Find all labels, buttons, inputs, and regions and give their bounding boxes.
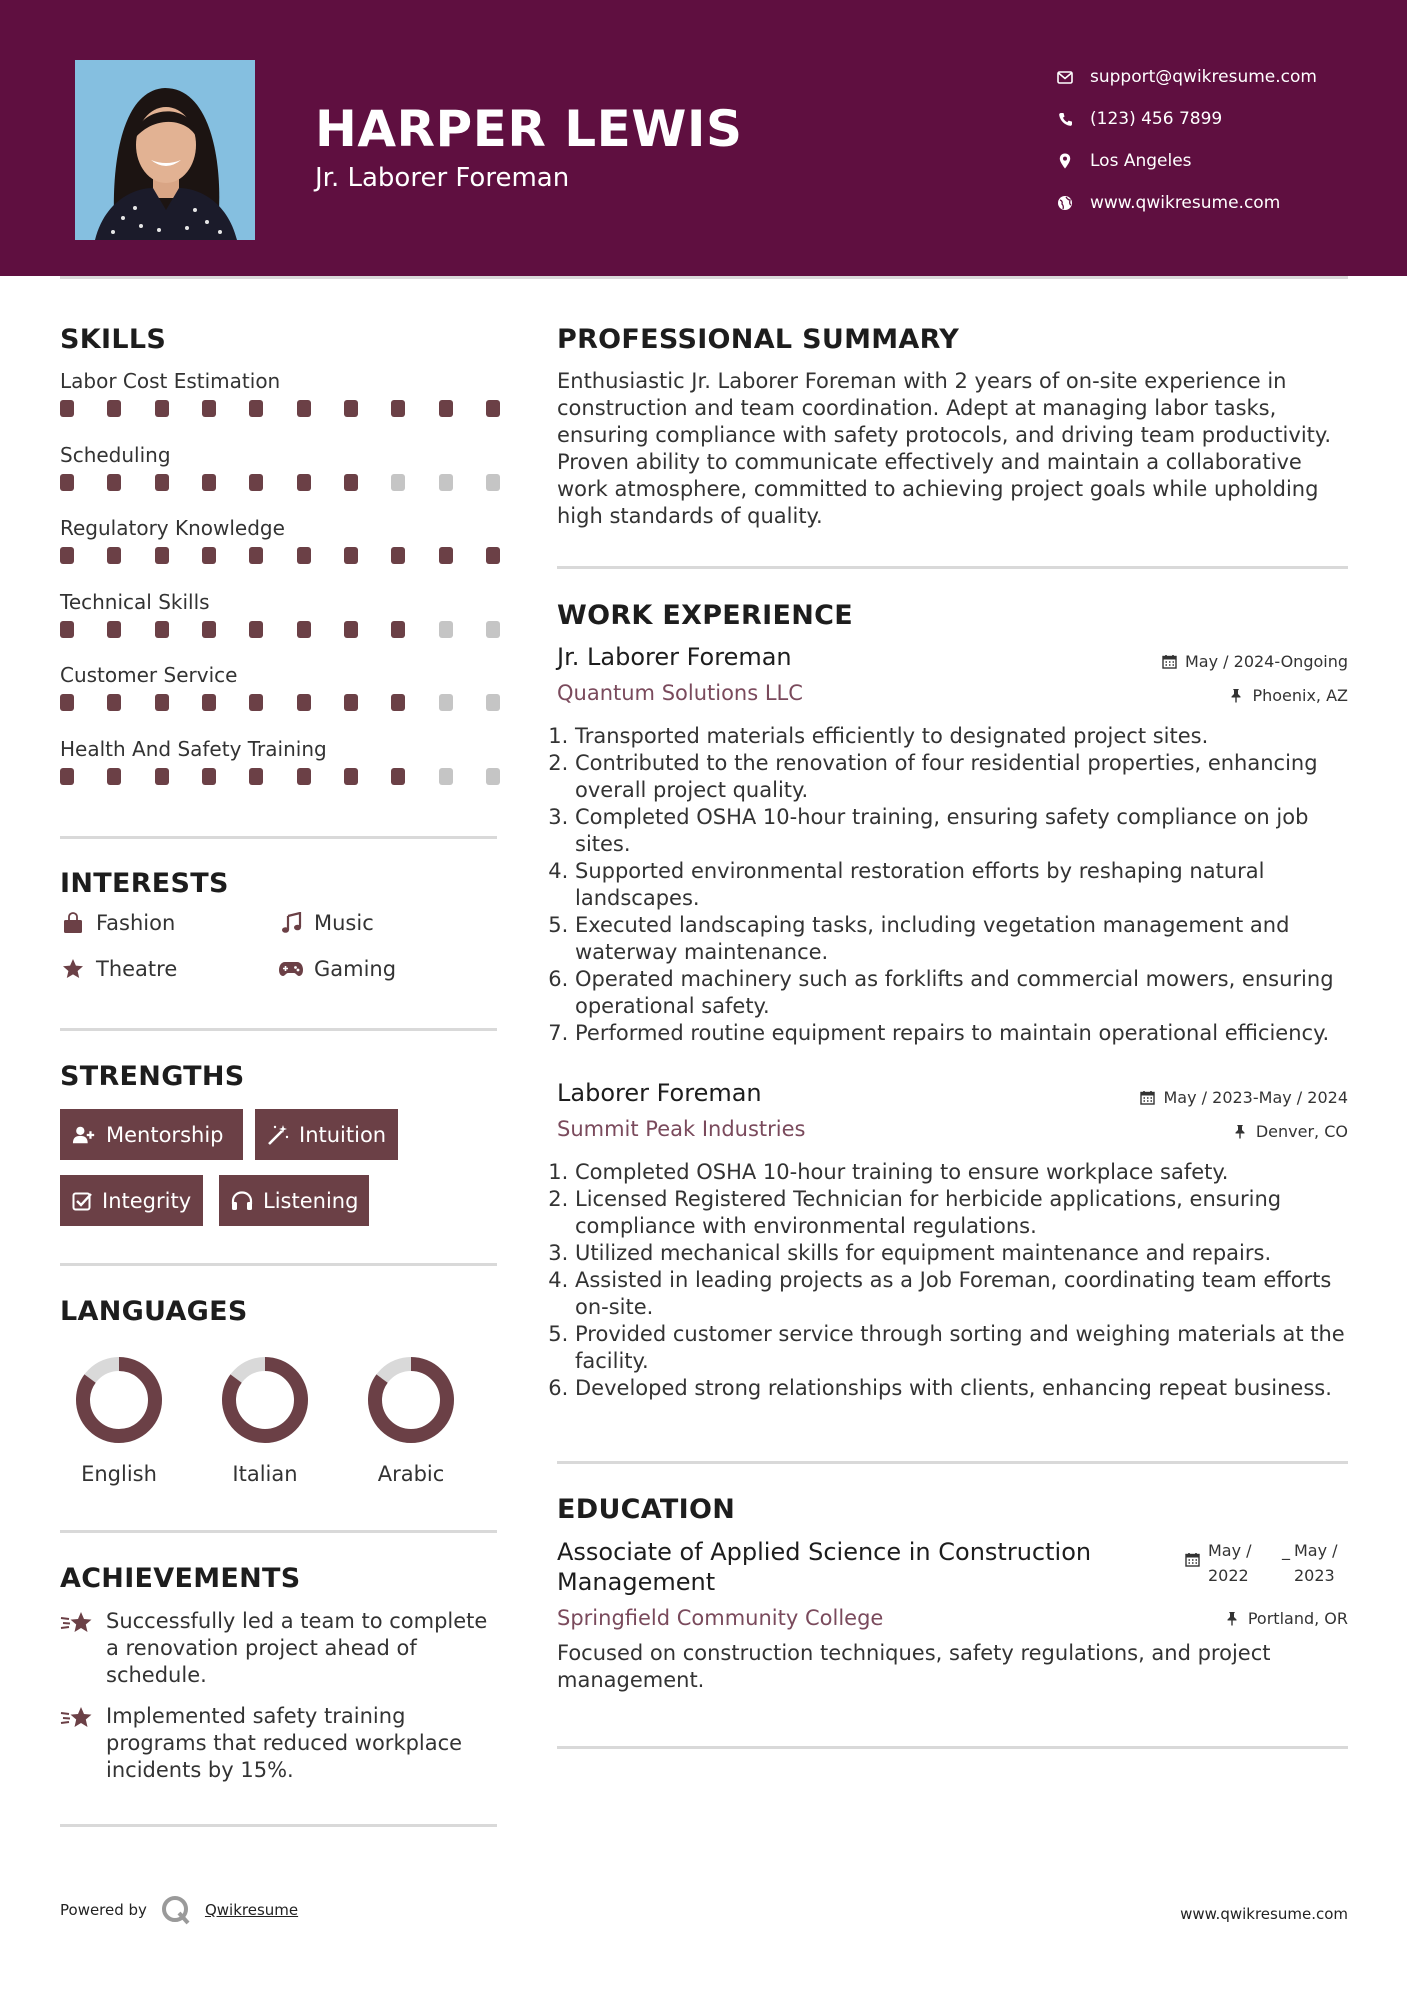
rating-dot-filled	[155, 400, 169, 417]
skill-rating	[60, 694, 500, 711]
skills-list	[60, 366, 500, 807]
experience-heading: WORK EXPERIENCE	[557, 600, 853, 631]
job-bullet: 7. Performed routine equipment repairs to maintain operational efficiency.	[575, 1020, 1365, 1047]
candidate-name: HARPER LEWIS	[315, 100, 743, 158]
skill-name: Customer Service	[60, 663, 238, 687]
job-date-text: May / 2023-May / 2024	[1163, 1088, 1348, 1107]
degree-title: Associate of Applied Science in Construction Management	[557, 1538, 1092, 1596]
job-bullet: 4. Assisted in leading projects as a Job Foreman, coordinating team efforts on-site.	[575, 1267, 1365, 1321]
section-divider	[60, 1530, 497, 1533]
rating-dot-empty	[486, 474, 500, 491]
education-location	[1224, 1609, 1348, 1628]
interest-music	[278, 911, 374, 935]
skill-item	[60, 366, 500, 440]
rating-dot-filled	[344, 694, 358, 711]
skill-name: Labor Cost Estimation	[60, 369, 281, 393]
job-bullet: 1. Completed OSHA 10-hour training to ensure workplace safety.	[575, 1159, 1365, 1186]
rating-dot-filled	[344, 474, 358, 491]
language-ring-chart	[221, 1356, 309, 1444]
language-ring-chart	[75, 1356, 163, 1444]
rating-dot-filled	[60, 768, 74, 785]
rating-dot-empty	[439, 621, 453, 638]
job-location-text: Phoenix, AZ	[1252, 686, 1348, 705]
shopping-bag-icon	[60, 911, 86, 935]
job-bullet: 2. Licensed Registered Technician for herbicide applications, ensuring compliance with environmental regulations.	[575, 1186, 1365, 1240]
rating-dot-filled	[297, 547, 311, 564]
education-date	[1184, 1538, 1348, 1588]
rating-dot-filled	[155, 694, 169, 711]
contact-phone[interactable]	[1055, 98, 1317, 140]
strength-integrity	[60, 1175, 203, 1226]
skill-item	[60, 587, 500, 661]
section-divider	[60, 1824, 497, 1827]
rating-dot-filled	[202, 547, 216, 564]
rating-dot-filled	[202, 694, 216, 711]
rating-dot-filled	[344, 547, 358, 564]
strength-label: Integrity	[102, 1188, 192, 1213]
section-divider	[557, 1746, 1348, 1749]
skill-item	[60, 513, 500, 587]
rating-dot-filled	[155, 768, 169, 785]
calendar-icon	[1161, 654, 1177, 670]
pushpin-icon	[1224, 1611, 1240, 1627]
magic-wand-icon	[267, 1123, 289, 1147]
rating-dot-filled	[202, 621, 216, 638]
job-bullet: 5. Provided customer service through sorting and weighing materials at the facility.	[575, 1321, 1365, 1375]
rating-dot-filled	[107, 694, 121, 711]
job-location-text: Denver, CO	[1255, 1122, 1348, 1141]
rating-dot-filled	[297, 621, 311, 638]
rating-dot-filled	[297, 400, 311, 417]
job-bullets	[557, 723, 1365, 1047]
rating-dot-filled	[391, 694, 405, 711]
contact-location	[1055, 140, 1317, 182]
strength-intuition	[255, 1109, 398, 1160]
education-location-text: Portland, OR	[1247, 1609, 1348, 1628]
headphones-icon	[231, 1189, 253, 1213]
rating-dot-filled	[344, 621, 358, 638]
achievement-text: Implemented safety training programs that reduced workplace incidents by 15%.	[106, 1704, 463, 1782]
calendar-icon	[1140, 1090, 1156, 1106]
rating-dot-filled	[249, 400, 263, 417]
candidate-title: Jr. Laborer Foreman	[315, 163, 570, 193]
company-name: Summit Peak Industries	[557, 1117, 806, 1141]
achievement-text: Successfully led a team to complete a renovation project ahead of schedule.	[106, 1609, 488, 1687]
job-bullet: 2. Contributed to the renovation of four residential properties, enhancing overall project quality.	[575, 750, 1365, 804]
rating-dot-filled	[155, 474, 169, 491]
user-plus-icon	[72, 1123, 96, 1147]
job-date-text: May / 2024-Ongoing	[1185, 652, 1348, 671]
contact-phone-text: (123) 456 7899	[1090, 109, 1223, 129]
section-divider	[557, 1461, 1348, 1464]
skill-name: Health And Safety Training	[60, 736, 327, 761]
profile-photo	[75, 60, 255, 240]
skill-rating	[60, 400, 500, 417]
star-icon	[60, 957, 86, 981]
job-bullet: 6. Developed strong relationships with clients, enhancing repeat business.	[575, 1375, 1365, 1402]
skill-rating	[60, 768, 500, 785]
rating-dot-filled	[60, 400, 74, 417]
calendar-icon	[1184, 1551, 1200, 1567]
job-bullet: 1. Transported materials efficiently to designated project sites.	[575, 723, 1365, 750]
date-separator: _	[1282, 1541, 1290, 1560]
language-ring-chart	[367, 1356, 455, 1444]
rating-dot-filled	[391, 621, 405, 638]
job-location	[1228, 686, 1348, 705]
job-bullet: 4. Supported environmental restoration efforts by reshaping natural landscapes.	[575, 858, 1365, 912]
rating-dot-filled	[249, 768, 263, 785]
footer-website[interactable]: www.qwikresume.com	[1180, 1905, 1348, 1923]
rating-dot-filled	[60, 621, 74, 638]
location-pin-icon	[1055, 151, 1075, 171]
strength-label: Listening	[263, 1188, 359, 1213]
rating-dot-empty	[486, 768, 500, 785]
interest-fashion	[60, 911, 175, 935]
rating-dot-filled	[107, 400, 121, 417]
rating-dot-filled	[107, 474, 121, 491]
section-divider	[60, 1263, 497, 1266]
rating-dot-filled	[202, 768, 216, 785]
rating-dot-filled	[486, 547, 500, 564]
contact-location-text: Los Angeles	[1090, 151, 1192, 171]
envelope-icon	[1055, 67, 1075, 87]
skill-rating	[60, 474, 500, 491]
contact-list	[1055, 56, 1317, 224]
rating-dot-filled	[297, 768, 311, 785]
job-bullets	[557, 1159, 1365, 1402]
languages-heading: LANGUAGES	[60, 1296, 248, 1327]
contact-email[interactable]	[1055, 56, 1317, 98]
achievement-item	[60, 1608, 500, 1689]
gamepad-icon	[278, 957, 304, 981]
rating-dot-filled	[486, 400, 500, 417]
section-divider	[557, 566, 1348, 569]
skill-item	[60, 660, 500, 734]
qwikresume-logo-icon	[161, 1895, 191, 1925]
summary-text: Enthusiastic Jr. Laborer Foreman with 2 years of on-site experience in construction and team coordination. Adept at managing labor tasks, ensuring compliance with safety protocols, and driving team productivity. Proven ability to communicate effectively and maintain a collaborative work atmosphere, committed to achieving project goals while upholding high standards of quality.	[557, 369, 1331, 528]
rating-dot-filled	[202, 400, 216, 417]
language-item	[200, 1356, 330, 1486]
rating-dot-filled	[391, 547, 405, 564]
skill-name: Scheduling	[60, 442, 171, 467]
skill-item	[60, 734, 500, 808]
job-bullet: 3. Completed OSHA 10-hour training, ensuring safety compliance on job sites.	[575, 804, 1365, 858]
language-name: English	[81, 1462, 157, 1486]
rating-dot-filled	[249, 474, 263, 491]
shooting-star-icon	[60, 1703, 96, 1784]
rating-dot-filled	[107, 768, 121, 785]
rating-dot-empty	[486, 621, 500, 638]
rating-dot-filled	[249, 621, 263, 638]
rating-dot-empty	[439, 474, 453, 491]
education-date-end: May / 2023	[1294, 1541, 1338, 1585]
contact-email-text: support@qwikresume.com	[1090, 67, 1317, 87]
section-divider	[60, 836, 497, 839]
rating-dot-filled	[155, 547, 169, 564]
language-item	[54, 1356, 184, 1486]
pushpin-icon	[1228, 688, 1244, 704]
job-bullet: 5. Executed landscaping tasks, including vegetation management and waterway maintenance.	[575, 912, 1365, 966]
interest-label: Theatre	[96, 957, 178, 981]
rating-dot-filled	[249, 694, 263, 711]
powered-by-text: Powered by	[60, 1901, 147, 1919]
skill-name: Regulatory Knowledge	[60, 516, 285, 540]
interest-label: Fashion	[96, 911, 176, 935]
rating-dot-filled	[391, 768, 405, 785]
rating-dot-empty	[391, 474, 405, 491]
rating-dot-filled	[297, 474, 311, 491]
education-description: Focused on construction techniques, safety regulations, and project management.	[557, 1641, 1271, 1692]
rating-dot-empty	[486, 694, 500, 711]
language-name: Italian	[232, 1462, 298, 1486]
skill-rating	[60, 621, 500, 638]
phone-icon	[1055, 109, 1075, 129]
skill-name: Technical Skills	[60, 589, 210, 614]
pushpin-icon	[1232, 1124, 1248, 1140]
job-date	[1161, 652, 1348, 671]
contact-website-text: www.qwikresume.com	[1090, 193, 1281, 213]
rating-dot-filled	[344, 768, 358, 785]
qwikresume-link[interactable]: Qwikresume	[204, 1901, 299, 1919]
rating-dot-filled	[60, 474, 74, 491]
rating-dot-filled	[297, 694, 311, 711]
job-date	[1140, 1088, 1349, 1107]
school-name: Springfield Community College	[557, 1606, 884, 1630]
footer-powered-by	[60, 1895, 298, 1925]
music-note-icon	[278, 911, 304, 935]
interest-gaming	[278, 957, 396, 981]
rating-dot-filled	[60, 547, 74, 564]
language-name: Arabic	[377, 1462, 445, 1486]
contact-website[interactable]	[1055, 182, 1317, 224]
interest-label: Gaming	[314, 957, 397, 981]
rating-dot-filled	[202, 474, 216, 491]
achievement-item	[60, 1703, 500, 1784]
skills-heading: SKILLS	[60, 324, 167, 355]
strength-label: Intuition	[299, 1122, 387, 1147]
shooting-star-icon	[60, 1608, 96, 1689]
rating-dot-filled	[155, 621, 169, 638]
job-bullet: 3. Utilized mechanical skills for equipment maintenance and repairs.	[575, 1240, 1365, 1267]
rating-dot-filled	[344, 400, 358, 417]
interest-label: Music	[314, 911, 374, 935]
header-banner	[0, 0, 1407, 276]
rating-dot-filled	[107, 621, 121, 638]
strengths-heading: STRENGTHS	[60, 1061, 245, 1092]
rating-dot-filled	[60, 694, 74, 711]
rating-dot-filled	[391, 400, 405, 417]
achievements-heading: ACHIEVEMENTS	[60, 1563, 301, 1594]
education-date-start: May / 2022	[1208, 1541, 1252, 1585]
rating-dot-filled	[439, 547, 453, 564]
job-title: Laborer Foreman	[557, 1079, 762, 1107]
skill-rating	[60, 547, 500, 564]
job-location	[1232, 1122, 1348, 1141]
header-divider	[60, 276, 1348, 279]
job-title: Jr. Laborer Foreman	[557, 643, 792, 671]
summary-heading: PROFESSIONAL SUMMARY	[557, 324, 960, 355]
strength-listening	[219, 1175, 369, 1226]
rating-dot-empty	[439, 768, 453, 785]
interests-heading: INTERESTS	[60, 868, 229, 899]
company-name: Quantum Solutions LLC	[557, 681, 803, 705]
interest-theatre	[60, 957, 177, 981]
job-bullet: 6. Operated machinery such as forklifts and commercial mowers, ensuring operational safety.	[575, 966, 1365, 1020]
check-square-icon	[72, 1189, 92, 1213]
language-item	[346, 1356, 476, 1486]
strength-mentorship	[60, 1109, 243, 1160]
rating-dot-filled	[249, 547, 263, 564]
rating-dot-filled	[439, 400, 453, 417]
education-heading: EDUCATION	[557, 1494, 736, 1525]
strength-label: Mentorship	[106, 1122, 224, 1147]
skill-item	[60, 440, 500, 514]
globe-icon	[1055, 193, 1075, 213]
rating-dot-empty	[439, 694, 453, 711]
rating-dot-filled	[107, 547, 121, 564]
section-divider	[60, 1028, 497, 1031]
